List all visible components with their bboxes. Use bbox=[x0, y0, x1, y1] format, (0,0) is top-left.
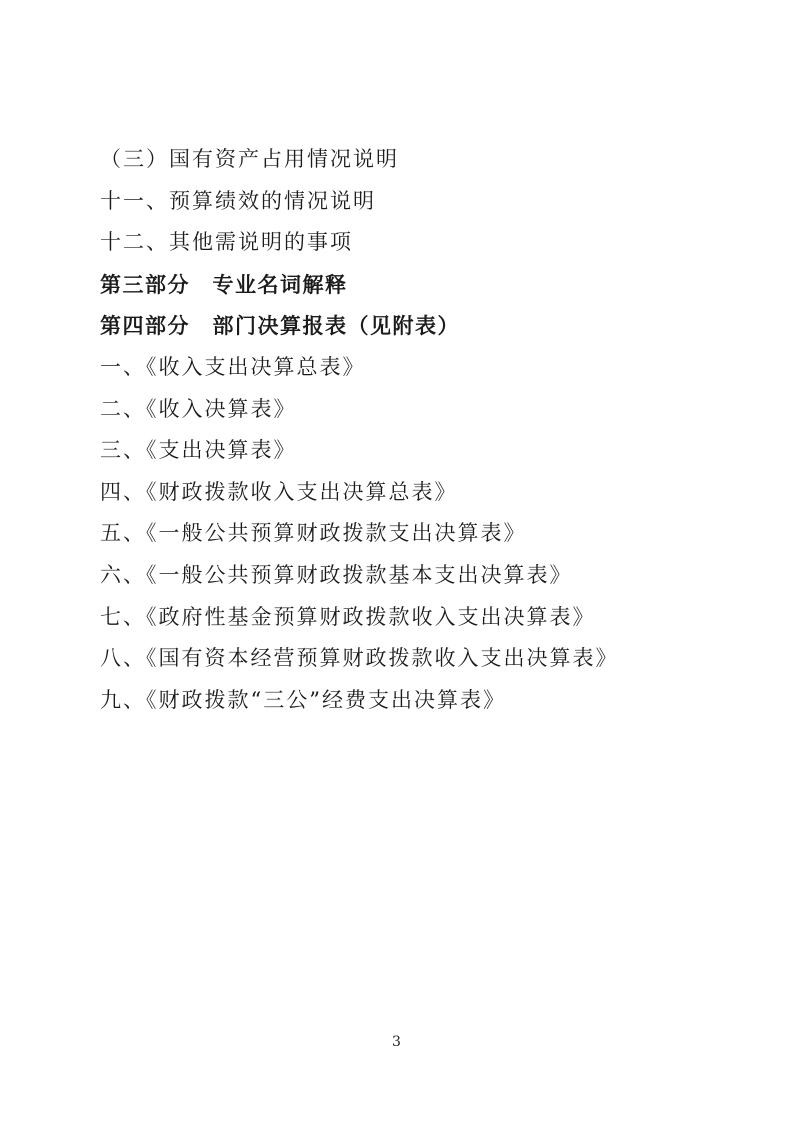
toc-line-budget-performance: 十一、预算绩效的情况说明 bbox=[100, 188, 376, 213]
toc-line-table-7: 七、《政府性基金预算财政拨款收入支出决算表》 bbox=[100, 604, 596, 629]
toc-line-table-6: 六、《一般公共预算财政拨款基本支出决算表》 bbox=[100, 562, 573, 587]
toc-line-table-1: 一、《收入支出决算总表》 bbox=[100, 354, 366, 379]
toc-line-table-4: 四、《财政拨款收入支出决算总表》 bbox=[100, 479, 458, 504]
toc-line-table-3: 三、《支出决算表》 bbox=[100, 438, 297, 463]
toc-line-table-5: 五、《一般公共预算财政拨款支出决算表》 bbox=[100, 521, 527, 546]
page-number: 3 bbox=[392, 1034, 401, 1050]
toc-line-state-assets-note: （三）国有资产占用情况说明 bbox=[100, 147, 399, 171]
toc-line-table-2: 二、《收入决算表》 bbox=[100, 396, 297, 421]
toc-line-table-9: 九、《财政拨款“三公”经费支出决算表》 bbox=[100, 687, 506, 712]
toc-line-other-matters: 十二、其他需说明的事项 bbox=[100, 230, 353, 255]
section-heading-part3: 第三部分 专业名词解释 bbox=[100, 271, 348, 297]
toc-content bbox=[100, 139, 723, 721]
section-heading-part4: 第四部分 部门决算报表（见附表） bbox=[100, 313, 460, 339]
toc-line-table-8: 八、《国有资本经营预算财政拨款收入支出决算表》 bbox=[100, 646, 619, 671]
